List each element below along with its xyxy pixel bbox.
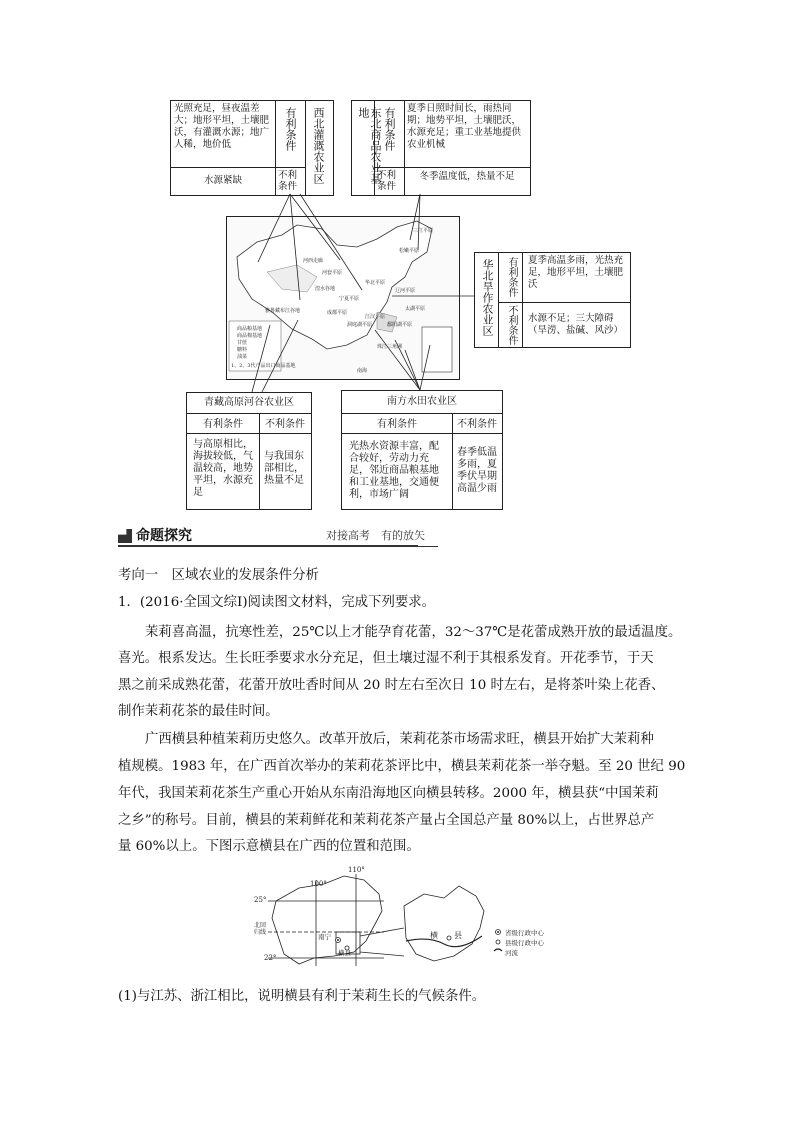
south-unfav-label: 不利条件	[457, 419, 497, 430]
question-number: 1．(2016·全国文综Ⅰ)阅读图文材料，完成下列要求。	[118, 595, 436, 610]
huabei-fav-label: 有利条件	[506, 257, 517, 297]
huabei-unfav-text: 水源不足；三大障碍（旱涝、盐碱、风沙）	[528, 313, 624, 336]
p1-line: 黑之前采成熟花蕾，花蕾开放吐香时间从 20 时左右至次日 10 时左右，是将茶叶染上花香、	[118, 678, 665, 693]
qingzang-unfav-text: 与我国东部相比，热量不足	[264, 451, 304, 486]
map-legend-item: 油菜	[237, 354, 248, 360]
qingzang-unfav-label: 不利条件	[265, 419, 305, 430]
p1-line: 制作茉莉花茶的最佳时间。	[118, 704, 279, 719]
p2-line: 广西横县种植茉莉历史悠久。改革开放后，茉莉花茶市场需求旺，横县开始扩大茉莉种	[145, 732, 654, 747]
nanning-label: 南宁	[318, 933, 331, 941]
map-label: 南海	[357, 368, 368, 374]
lat-25-label: 25°	[254, 896, 267, 904]
xian-label: 县	[454, 931, 462, 940]
hengxian-label: 横县	[338, 949, 351, 957]
tropic-label: 北回归线	[254, 922, 267, 936]
map-label: 鄱阳湖平原	[387, 322, 413, 328]
heng-label: 横	[430, 931, 438, 940]
northeast-box	[351, 100, 531, 196]
china-agriculture-map	[226, 216, 460, 380]
qingzang-fav-label: 有利条件	[203, 419, 243, 430]
map-label: 河西走廊	[303, 258, 324, 264]
section-heading: 命题探究	[136, 528, 192, 544]
legend-county: 县级行政中心	[505, 939, 544, 947]
map-legend-item: 1、2、3代产品出口商品基地	[231, 363, 296, 369]
south-fav-text: 光热水资源丰富，配合较好，劳动力充足，邻近商品粮基地和工业基地，交通便利，市场广阔	[349, 441, 439, 500]
map-label: 江汉平原	[365, 314, 386, 320]
northeast-fav-text: 夏季日照时间长，雨热同期；地势平坦，土壤肥沃，水源充足；重工业基地提供农业机械	[407, 103, 522, 150]
northeast-unfav-text: 冬季温度低，热量不足	[419, 171, 515, 182]
legend-river: 河流	[505, 949, 518, 957]
map-legend-item: 商品棉基地	[237, 333, 263, 339]
map-label: 三江平原	[413, 228, 434, 234]
map-legend-item: 商品粮基地	[237, 326, 263, 332]
map-label: 成都平原	[327, 310, 348, 316]
map-legend-item: 甘蔗	[237, 340, 248, 346]
qingzang-box	[186, 392, 312, 510]
northwest-fav-label: 有利条件	[284, 107, 297, 151]
map-label: 珠江三角洲	[377, 344, 403, 350]
p1-line: 喜光。根系发达。生长旺季要求水分充足，但土壤过湿不利于其根系发育。开花季节，于天	[118, 651, 654, 666]
huabei-box	[474, 252, 631, 348]
map-label: 华北平原	[365, 280, 386, 286]
qingzang-fav-text: 与高原相比，海拔较低，气温较高，地势平坦，水源充足	[193, 439, 253, 498]
section-heading-icon	[118, 529, 132, 543]
p1-line: 茉莉喜高温，抗寒性差，25℃以上才能孕育花蕾，32～37℃是花蕾成熟开放的最适温度。	[145, 625, 682, 640]
northwest-region: 西北灌溉农业区	[312, 107, 325, 184]
p2-line: 量 60%以上。下图示意横县在广西的位置和范围。	[118, 839, 420, 854]
section-subheading: 对接高考 有的放矢	[326, 529, 425, 542]
map-label: 宁夏平原	[339, 296, 360, 302]
northwest-fav-text: 光照充足，昼夜温差大；地形平坦，土壤肥沃，有灌溉水源；地广人稀，地价低	[174, 103, 270, 150]
map-legend-item: 糖料	[237, 347, 248, 353]
lon-100-label: 100°	[310, 880, 327, 888]
lat-22-label: 22°	[264, 954, 277, 962]
huabei-fav-text: 夏季高温多雨，光热充足，地形平坦，土壤肥沃	[528, 255, 624, 290]
map-label: 河套平原	[322, 270, 343, 276]
map-label: 洞庭湖平原	[347, 322, 373, 328]
map-label: 雅鲁藏布江谷地	[265, 308, 301, 314]
sub-question-1: (1)与江苏、浙江相比，说明横县有利于茉莉生长的气候条件。	[118, 989, 486, 1004]
northeast-unfav-label: 不利条件	[377, 170, 397, 192]
p2-line: 年代，我国茉莉花茶生产重心开始从东南沿海地区向横县转移。2000 年，横县获“中国茉莉	[118, 786, 659, 801]
huabei-region: 华北旱作农业区	[481, 259, 494, 336]
south-unfav-text: 春季低温多雨，夏季伏旱期高温少雨	[457, 447, 497, 494]
guangxi-outline	[254, 866, 574, 976]
northwest-unfav-label: 不利条件	[278, 170, 298, 192]
northeast-region: 东北商品农业基地	[357, 107, 382, 184]
guangxi-map	[254, 866, 574, 976]
huabei-unfav-label: 不利条件	[506, 305, 517, 345]
map-label: 松嫩平原	[399, 248, 420, 254]
qingzang-title: 青藏高原河谷农业区	[204, 397, 294, 408]
p2-line: 之乡”的称号。目前，横县的茉莉鲜花和茉莉花茶产量占全国总产量 80%以上，占世界总产	[118, 813, 655, 828]
question-direction: 考向一 区域农业的发展条件分析	[118, 568, 319, 583]
section-header	[118, 524, 678, 548]
northwest-unfav-text: 水源紧缺	[203, 175, 242, 186]
map-label: 太湖平原	[405, 306, 426, 312]
south-box	[341, 390, 503, 510]
south-fav-label: 有利条件	[377, 419, 417, 430]
p2-line: 植规模。1983 年，在广西首次举办的茉莉花茶评比中，横县茉莉花茶一举夺魁。至 20 世纪 90	[118, 759, 686, 774]
south-title: 南方水田农业区	[387, 396, 457, 407]
northwest-box	[170, 100, 334, 196]
lon-110-label: 110°	[348, 866, 365, 874]
legend-provincial: 省级行政中心	[505, 929, 544, 937]
map-label: 湟水谷地	[315, 286, 336, 292]
northeast-fav-label: 有利条件	[383, 107, 396, 151]
map-label: 辽河平原	[395, 288, 416, 294]
